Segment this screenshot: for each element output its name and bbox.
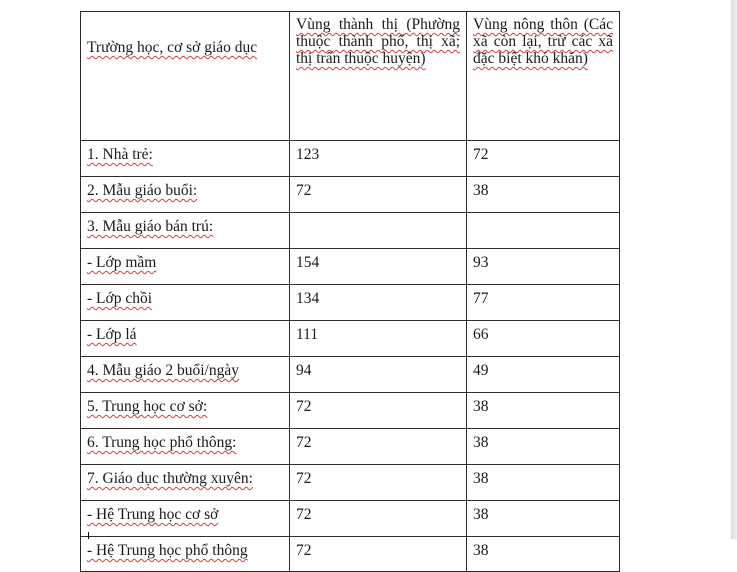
rural-value[interactable]: 77: [467, 285, 620, 321]
rural-value[interactable]: 38: [467, 537, 620, 572]
row-label[interactable]: 3. Mẫu giáo bán trú:: [81, 213, 290, 249]
rural-value[interactable]: 66: [467, 321, 620, 357]
row-label[interactable]: - Lớp mầm: [81, 249, 290, 285]
rural-value[interactable]: 38: [467, 429, 620, 465]
table-row: [81, 249, 620, 285]
header-cell-school-type[interactable]: Trường học, cơ sở giáo dục: [81, 12, 290, 141]
row-label[interactable]: - Lớp chồi: [81, 285, 290, 321]
rural-value[interactable]: 93: [467, 249, 620, 285]
urban-value[interactable]: 111: [290, 321, 467, 357]
header-cell-rural[interactable]: Vùng nông thôn (Các xã còn lại, trừ các xã đặc biệt khó khăn): [467, 12, 620, 141]
rural-value[interactable]: 49: [467, 357, 620, 393]
row-label[interactable]: 4. Mẫu giáo 2 buổi/ngày: [81, 357, 290, 393]
row-label[interactable]: - Hệ Trung học phổ thông: [81, 537, 290, 572]
header-cell-urban[interactable]: Vùng thành thị (Phường thuộc thành phố, thị xã; thị trấn thuộc huyện): [290, 12, 467, 141]
table-row: [81, 213, 620, 249]
table-row: [81, 537, 620, 572]
table-row: [81, 177, 620, 213]
row-label[interactable]: - Lớp lá: [81, 321, 290, 357]
rural-value[interactable]: [467, 213, 620, 249]
table-row: [81, 285, 620, 321]
row-label[interactable]: 5. Trung học cơ sở:: [81, 393, 290, 429]
data-table: [80, 11, 620, 572]
rural-value[interactable]: 38: [467, 501, 620, 537]
table-row: [81, 393, 620, 429]
table-header-row: [81, 12, 620, 141]
rural-value[interactable]: 38: [467, 465, 620, 501]
table-row: [81, 357, 620, 393]
urban-value[interactable]: 72: [290, 501, 467, 537]
urban-value[interactable]: 72: [290, 393, 467, 429]
urban-value[interactable]: 123: [290, 141, 467, 177]
row-label[interactable]: 6. Trung học phổ thông:: [81, 429, 290, 465]
table-row: [81, 429, 620, 465]
table-row: [81, 501, 620, 537]
urban-value[interactable]: 72: [290, 537, 467, 572]
table-row: [81, 321, 620, 357]
page-edge: [731, 0, 737, 539]
table-row: [81, 141, 620, 177]
urban-value[interactable]: 154: [290, 249, 467, 285]
urban-value[interactable]: 72: [290, 429, 467, 465]
table-row: [81, 465, 620, 501]
urban-value[interactable]: 134: [290, 285, 467, 321]
row-label[interactable]: - Hệ Trung học cơ sở: [81, 501, 290, 537]
text-cursor: [88, 532, 89, 539]
row-label[interactable]: 1. Nhà trẻ:: [81, 141, 290, 177]
urban-value[interactable]: 94: [290, 357, 467, 393]
urban-value[interactable]: [290, 213, 467, 249]
urban-value[interactable]: 72: [290, 465, 467, 501]
rural-value[interactable]: 38: [467, 393, 620, 429]
urban-value[interactable]: 72: [290, 177, 467, 213]
rural-value[interactable]: 38: [467, 177, 620, 213]
row-label[interactable]: 7. Giáo dục thường xuyên:: [81, 465, 290, 501]
rural-value[interactable]: 72: [467, 141, 620, 177]
row-label[interactable]: 2. Mẫu giáo buổi:: [81, 177, 290, 213]
